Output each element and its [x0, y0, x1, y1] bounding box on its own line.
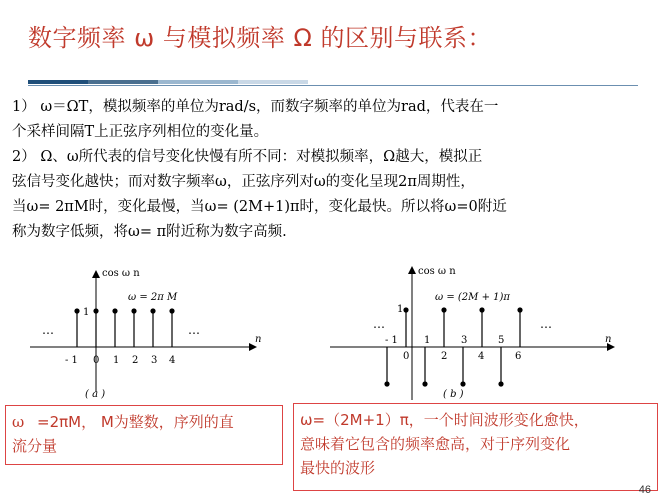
tick-label: 1 — [113, 355, 120, 366]
stem-dot — [93, 308, 98, 313]
stem-dot — [479, 307, 484, 312]
amplitude-label: 1 — [397, 304, 404, 315]
stems-a — [74, 308, 174, 347]
omega-symbol: ω — [12, 413, 25, 431]
stem-dot — [403, 307, 408, 312]
ellipsis-left: … — [373, 317, 385, 331]
body-text — [12, 95, 652, 245]
stem-dot — [460, 381, 465, 386]
condition-label: ω = (2M + 1)π — [435, 292, 510, 303]
amplitude-label: 1 — [83, 307, 90, 318]
note-line: 最快的波形 — [300, 459, 376, 477]
stem-dot — [112, 308, 117, 313]
paragraph-line: 称为数字低频，将ω= π附近称为数字高频. — [12, 224, 287, 240]
tick-label: 2 — [441, 351, 448, 362]
note-line: 流分量 — [12, 437, 58, 455]
slide-title: 数字频率 ω 与模拟频率 Ω 的区别与联系： — [28, 24, 492, 52]
condition-label: ω = 2π M — [128, 292, 178, 303]
ellipsis-right: … — [188, 323, 200, 337]
y-axis-label: cos ω n — [418, 266, 456, 277]
stem-dot — [74, 308, 79, 313]
note-line: =2πM， M为整数，序列的直 — [32, 413, 234, 431]
ellipsis-right: … — [540, 317, 552, 331]
title-divider — [28, 80, 638, 88]
tick-label: 6 — [515, 351, 522, 362]
tick-label: - 1 — [65, 355, 78, 366]
stem-dot — [422, 381, 427, 386]
stem-dot — [131, 308, 136, 313]
tick-label: 4 — [169, 355, 176, 366]
stem-dot — [150, 308, 155, 313]
stem-dot — [498, 381, 503, 386]
paragraph-line: 弦信号变化越快；而对数字频率ω，正弦序列对ω的变化呈现2π周期性， — [12, 174, 475, 190]
tick-label: 2 — [132, 355, 139, 366]
paragraph-line: 个采样间隔T上正弦序列相位的变化量。 — [12, 124, 269, 140]
x-axis-label: n — [255, 334, 262, 345]
stem-dot — [441, 307, 446, 312]
tick-label: 3 — [461, 335, 468, 346]
paragraph-line: 1） ω＝ΩT，模拟频率的单位为rad/s，而数字频率的单位为rad，代表在一 — [12, 99, 499, 115]
note-line: 意味着它包含的频率愈高，对于序列变化 — [300, 435, 571, 453]
figure-b — [325, 262, 625, 402]
figure-caption: ( a ) — [85, 389, 106, 400]
stem-dot — [169, 308, 174, 313]
stem-dot — [517, 307, 522, 312]
y-axis-label: cos ω n — [102, 268, 140, 279]
paragraph-line: 2） Ω、ω所代表的信号变化快慢有所不同：对模拟频率，Ω越大，模拟正 — [12, 149, 483, 165]
paragraph-line: 当ω= 2πM时，变化最慢，当ω= (2M+1)π时，变化最快。所以将ω=0附近 — [12, 199, 507, 215]
tick-label: 5 — [498, 335, 505, 346]
tick-label: 0 — [403, 351, 410, 362]
figure-a — [30, 262, 280, 402]
page-number: 46 — [638, 484, 651, 496]
x-axis-label: n — [605, 334, 612, 345]
tick-label: 4 — [478, 351, 485, 362]
note-line: ω=（2M+1）π，一个时间波形变化愈快， — [300, 411, 589, 429]
tick-label: 1 — [424, 335, 431, 346]
tick-label: 3 — [151, 355, 158, 366]
fastest-variation-note — [293, 403, 658, 491]
dc-component-note — [5, 405, 283, 465]
figure-caption: ( b ) — [443, 389, 464, 400]
ellipsis-left: … — [42, 323, 54, 337]
negative-amplitude-label: - 1 — [385, 335, 398, 346]
stem-dot — [384, 381, 389, 386]
tick-label: 0 — [93, 355, 100, 366]
